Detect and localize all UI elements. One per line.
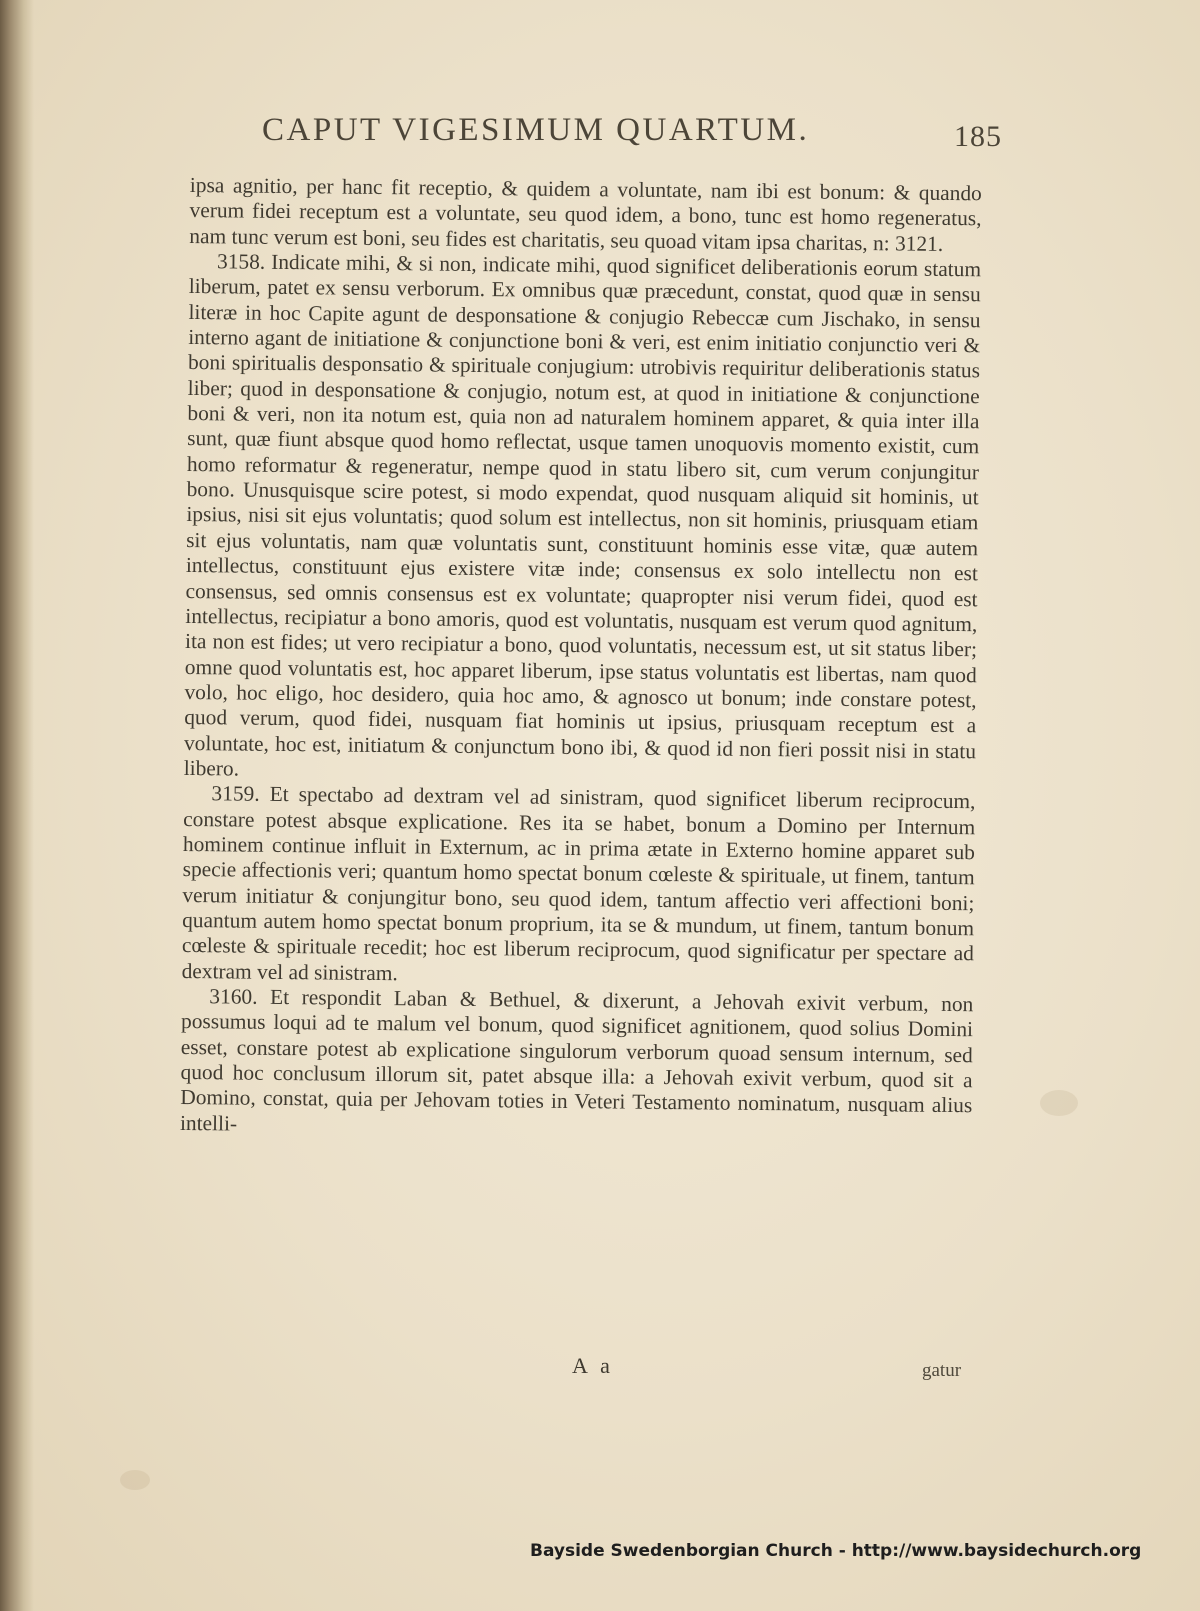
signature-mark: A a (572, 1353, 614, 1378)
page-number: 185 (954, 120, 1002, 153)
paragraph-text: Indicate mihi, & si non, indicate mihi, quod significet deliberationis eorum statum liberum, patet ex sensu verborum. Ex omnibus quæ præcedunt, constat, quod quæ in sensu literæ in hoc Capite agunt de desponsatione & conjugio Rebeccæ cum Jischako, in sensu interno agant de initiatione & conjunctione boni & veri, est enim initiatio conjunctio veri & boni spiritualis desponsatio & spirituale conjugium: utrobivis requiritur deliberationis status liber; quod in desponsatione & conjugio, notum est, at quod in initiatione & conjunctione boni & veri, non ita notum est, quia non ad naturalem hominem apparet, & quia inter illa sunt, quæ fiunt absque quod homo reflectat, usque tamen unoquovis momento existit, cum homo reformatur & regeneratur, nempe quod in statu libero sit, cum verum conjungitur bono. Unusquisque scire potest, si modo expendat, quod nusquam aliquid sit hominis, ut ipsius, nisi sit ejus voluntatis; quod solum est intellectus, non sit hominis, priusquam etiam sit ejus voluntatis, nam quæ voluntatis sunt, constituunt hominis esse vitæ, quæ autem intellectus, constituunt ejus existere vitæ inde; consensus ex solo intellectu non est consensus, sed omnis consensus est ex voluntate; quapropter nisi verum fidei, quod est intellectus, recipiatur a bono amoris, quod est voluntatis, nusquam est verum quod agnitum, ita non est fides; ut vero recipiatur a bono, quod voluntatis, necessum est, ut sit status liber; omne quod voluntatis est, hoc apparet liberum, ipse status voluntatis est libertas, nam quod volo, hoc eligo, hoc desidero, quia hoc amo, & agnosco ut bonum; inde constare potest, quod verum, quod fidei, nusquam fiat hominis ut ipsius, priusquam receptum est a voluntate, hoc est, initiatum & conjunctum bono ibi, & quod id non fieri possit nisi in statu libero. (183, 249, 982, 781)
paper-stain (120, 1470, 150, 1490)
page-header (262, 112, 1002, 162)
paragraph-number: 3160. (209, 984, 258, 1009)
source-credit-link[interactable]: Bayside Swedenborgian Church - http://www.baysidechurch.org (530, 1541, 1142, 1561)
paragraph-text: Et respondit Laban & Bethuel, & dixerunt, a Jehovah exivit verbum, non possumus loqui ad te malum vel bonum, quod significet agnitionem, quod solius Domini esset, constare potest ab explicatione singulorum verborum quoad sensum internum, sed quod hoc conclusum illorum sit, patet absque illa: a Jehovah exivit verbum, quod sit a Domino, constat, quia per Jehovam toties in Veteri Testamento nominatum, nusquam alius intelli- (179, 984, 974, 1136)
paragraph-text: Et spectabo ad dextram vel ad sinistram, quod significet liberum reciprocum, constare potest absque explicatione. Res ita se habet, bonum a Domino per Internum hominem continue influit in Externum, ac in prima ætate in Externo homine apparet sub specie affectionis veri; quantum homo spectat bonum cœleste & spirituale, ut finem, tantum verum initiatur & conjungitur bono, seu quod idem, tantum affectio veri affectioni boni; quantum autem homo spectat bonum proprium, ita se & mundum, ut finem, tantum bonum cœleste & spirituale recedit; hoc est liberum reciprocum, quod significatur per spectare ad dextram vel ad sinistram. (181, 782, 976, 985)
paragraph (189, 173, 982, 257)
paragraph (180, 984, 974, 1144)
paper-stain (1040, 1090, 1078, 1116)
paragraph-number: 3158. (216, 249, 266, 274)
paragraph (184, 249, 982, 789)
paragraph (182, 781, 976, 992)
paragraph-number: 3159. (211, 781, 260, 807)
body-text (180, 173, 982, 1144)
catchword: gatur (922, 1360, 962, 1381)
paragraph-text: ipsa agnitio, per hanc fit receptio, & quidem a voluntate, nam ibi est bonum: & quando verum fidei receptum est a voluntate, seu quod idem, a bono, tunc est homo regeneratus, nam tunc verum est boni, seu fides est charitatis, seu quoad vitam ipsa charitas, n: 3121. (189, 173, 982, 256)
running-head: CAPUT VIGESIMUM QUARTUM. (262, 112, 810, 148)
page-gutter-shadow (0, 0, 34, 1611)
